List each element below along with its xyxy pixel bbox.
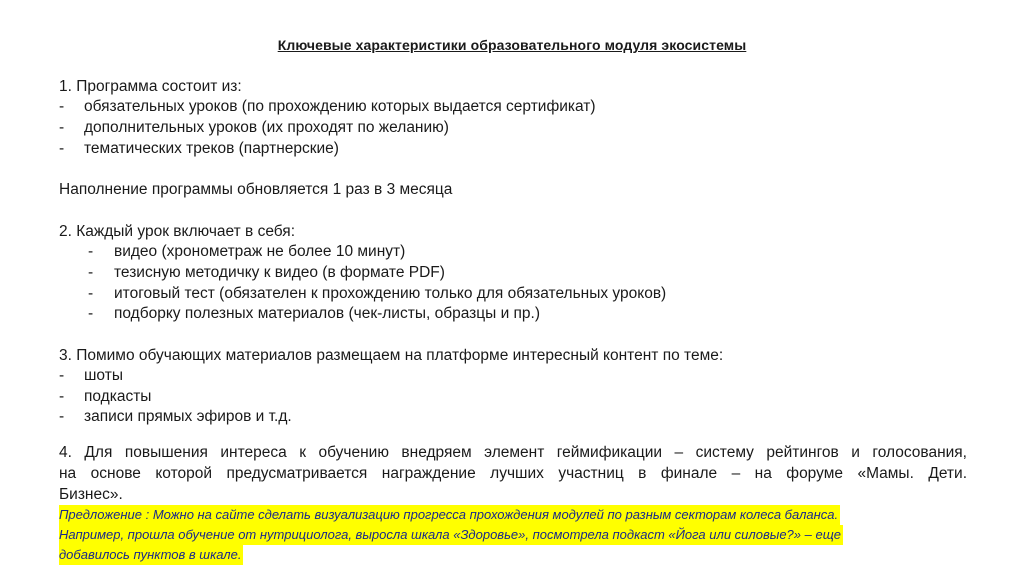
section-4-line-1: 4. Для повышения интереса к обучению внедряем элемент геймификации – систему рейтингов и голосования,: [59, 444, 967, 461]
list-item-text: видео (хронометраж не более 10 минут): [114, 243, 406, 260]
section-1-heading: 1. Программа состоит из:: [59, 78, 242, 95]
list-dash: -: [88, 285, 94, 302]
list-dash: -: [59, 367, 65, 384]
list-item-text: подборку полезных материалов (чек-листы, образцы и пр.): [114, 305, 541, 322]
list-item-text: записи прямых эфиров и т.д.: [84, 408, 292, 425]
proposal-note: [59, 505, 843, 565]
list-item-text: тематических треков (партнерские): [84, 140, 339, 157]
proposal-line-3: добавилось пунктов в шкале.: [59, 545, 243, 565]
list-dash: -: [88, 264, 94, 281]
list-item-text: тезисную методичку к видео (в формате PDF): [114, 264, 445, 281]
list-dash: -: [59, 98, 65, 115]
list-dash: -: [59, 140, 65, 157]
section-4-line-3: Бизнес».: [59, 486, 123, 503]
proposal-line-2: Например, прошла обучение от нутрициолога, выросла шкала «Здоровье», посмотрела подкаст «Йога или силовые?» – еще: [59, 525, 843, 545]
list-item-text: подкасты: [84, 388, 152, 405]
list-item-text: обязательных уроков (по прохождению которых выдается сертификат): [84, 98, 596, 115]
section-3-heading: 3. Помимо обучающих материалов размещаем на платформе интересный контент по теме:: [59, 347, 724, 364]
section-2-heading: 2. Каждый урок включает в себя:: [59, 223, 296, 240]
list-dash: -: [59, 388, 65, 405]
proposal-line-1: Предложение : Можно на сайте сделать визуализацию прогресса прохождения модулей по разным секторам колеса баланса.: [59, 505, 840, 525]
section-4-line-2: на основе которой предусматривается награждение лучших участниц в финале – на форуме «Мамы. Дети.: [59, 465, 967, 482]
list-item-text: дополнительных уроков (их проходят по желанию): [84, 119, 449, 136]
list-item-text: шоты: [84, 367, 123, 384]
list-dash: -: [59, 119, 65, 136]
update-note: Наполнение программы обновляется 1 раз в 3 месяца: [59, 181, 453, 198]
page-title: Ключевые характеристики образовательного модуля экосистемы: [277, 37, 747, 53]
list-dash: -: [59, 408, 65, 425]
list-dash: -: [88, 243, 94, 260]
list-dash: -: [88, 305, 94, 322]
list-item-text: итоговый тест (обязателен к прохождению только для обязательных уроков): [114, 285, 667, 302]
